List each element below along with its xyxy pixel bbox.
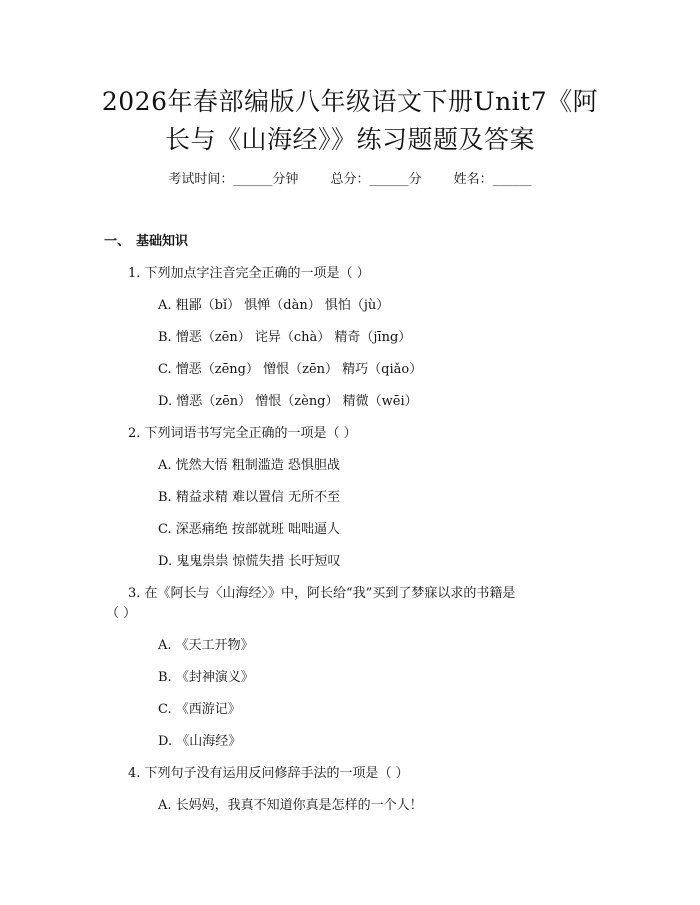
exam-time-field: 考试时间：______分钟 [168,172,299,187]
question-3-option-d: D. 《山海经》 [158,734,242,749]
section-number: 一、 [104,234,131,249]
question-2-option-d: D. 鬼鬼祟祟 惊慌失措 长吁短叹 [158,554,341,569]
question-1-option-b: B. 憎恶（zēn） 诧异（chà） 精奇（jīng） [158,330,412,345]
question-1-stem: 1. 下列加点字注音完全正确的一项是（ ） [128,266,370,281]
question-4-option-a: A. 长妈妈，我真不知道你真是怎样的一个人！ [158,798,423,813]
question-3-option-b: B. 《封神演义》 [158,670,254,685]
question-4-stem: 4. 下列句子没有运用反问修辞手法的一项是（ ） [128,766,409,781]
question-1-option-d: D. 憎恶（zēn） 憎恨（zèng） 精微（wēi） [158,394,418,409]
question-3-option-c: C. 《西游记》 [158,702,241,717]
document-title-line-1: 2026年春部编版八年级语文下册Unit7《阿 [101,87,599,116]
question-1-option-a: A. 粗鄙（bǐ） 惧惮（dàn） 惧怕（jù） [158,298,390,313]
exam-info [0,168,700,187]
section-heading [104,230,188,249]
question-2-option-c: C. 深恶痛绝 按部就班 咄咄逼人 [158,522,341,537]
question-2-option-a: A. 恍然大悟 粗制滥造 恐惧胆战 [158,458,340,473]
total-score-field: 总分：______分 [330,172,422,187]
document-title-line-2: 长与《山海经》》练习题题及答案 [164,125,535,154]
question-3-option-a: A. 《天工开物》 [158,638,254,653]
question-1-option-c: C. 憎恶（zēng） 憎恨（zēn） 精巧（qiǎo） [158,362,423,377]
question-2-stem: 2. 下列词语书写完全正确的一项是（ ） [128,426,357,441]
section-label: 基础知识 [136,234,189,249]
question-3-stem-continued: （ ） [106,606,137,621]
question-2-option-b: B. 精益求精 难以置信 无所不至 [158,490,341,505]
question-3-stem: 3. 在《阿长与〈山海经〉》中，阿长给“我”买到了梦寐以求的书籍是 [128,586,516,601]
name-field: 姓名：______ [453,172,532,187]
